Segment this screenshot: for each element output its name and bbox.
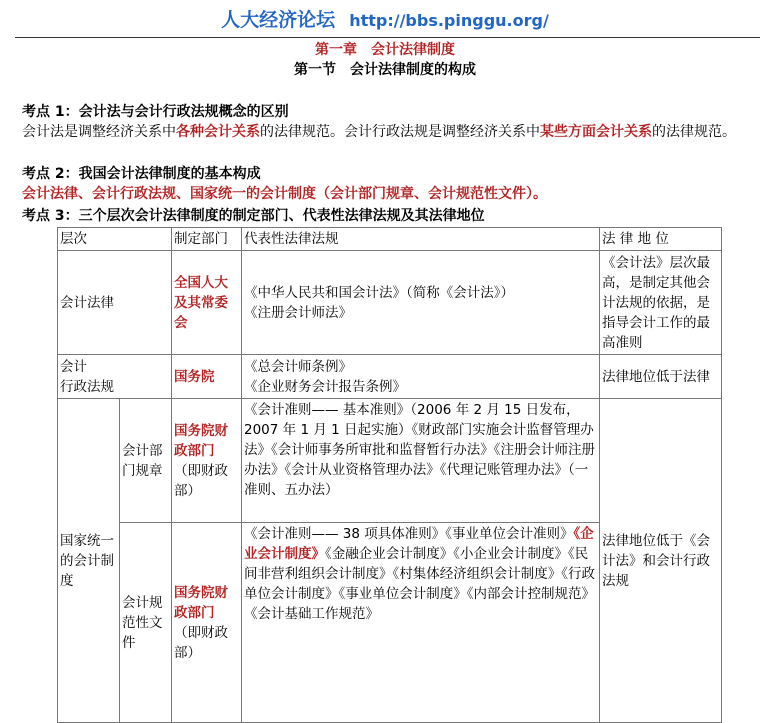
point1 — [22, 102, 762, 142]
point2-body: 会计法律、会计行政法规、国家统一的会计制度（会计部门规章、会计规范性文件）。 — [22, 186, 547, 202]
point2-title: 考点 2：我国会计法律制度的基本构成 — [22, 166, 261, 182]
row2-dept: 国务院 — [172, 355, 242, 399]
header-dept: 制定部门 — [172, 228, 242, 251]
law-table — [57, 227, 722, 723]
section-title: 第一节 会计法律制度的构成 — [294, 62, 476, 78]
point3-title: 考点 3：三个层次会计法律制度的制定部门、代表性法律法规及其法律地位 — [22, 208, 485, 224]
point2 — [22, 164, 762, 204]
row1-dept: 全国人大及其常委会 — [172, 251, 242, 355]
header-laws: 代表性法律法规 — [242, 228, 600, 251]
site-name: 人大经济论坛 — [221, 9, 336, 31]
page-header — [0, 0, 770, 38]
row3-laws: 《会计准则—— 基本准则》（2006 年 2 月 15 日发布，2007 年 1 月 1 日起实施）《财政部门实施会计监督管理办法》《会计师事务所审批和监督暂行办法》《注册会计师注册办法》《会计从业资格管理办法》《代理记账管理办法》（一准则、五办法） — [242, 399, 600, 523]
row1-status: 《会计法》层次最高，是制定其他会计法规的依据，是指导会计工作的最高准则 — [600, 251, 722, 355]
row4-dept: 国务院财政部门（即财政部） — [172, 523, 242, 723]
point1-title: 考点 1：会计法与会计行政法规概念的区别 — [22, 104, 289, 120]
row1-laws: 《中华人民共和国会计法》（简称《会计法》） 《注册会计师法》 — [242, 251, 600, 355]
point3 — [22, 206, 762, 226]
row3-status: 法律地位低于《会计法》和会计行政法规 — [600, 399, 722, 723]
header-level: 层次 — [58, 228, 172, 251]
row2-laws: 《总会计师条例》 《企业财务会计报告条例》 — [242, 355, 600, 399]
header-status: 法 律 地 位 — [600, 228, 722, 251]
row4-laws: 《会计准则—— 38 项具体准则》《事业单位会计准则》《企业会计制度》《金融企业会计制度》《小企业会计制度》《民间非营利组织会计制度》《村集体经济组织会计制度》《行政单位会计制度》《事业单位会计制度》《内部会计控制规范》《会计基础工作规范》 — [242, 523, 600, 723]
row2-level: 会计 行政法规 — [58, 355, 172, 399]
table-header-row — [58, 228, 722, 251]
row4-sub: 会计规范性文件 — [120, 523, 172, 723]
point1-body: 会计法是调整经济关系中各种会计关系的法律规范。会计行政法规是调整经济关系中某些方面会计关系的法律规范。 — [22, 124, 736, 140]
chapter-title: 第一章 会计法律制度 — [315, 42, 455, 58]
site-url[interactable]: http://bbs.pinggu.org/ — [349, 11, 549, 30]
row3-dept: 国务院财政部门（即财政部） — [172, 399, 242, 523]
row3-sub: 会计部门规章 — [120, 399, 172, 523]
row3-level: 国家统一的会计制度 — [58, 399, 120, 723]
row1-level: 会计法律 — [58, 251, 172, 355]
table-row — [58, 251, 722, 355]
row2-status: 法律地位低于法律 — [600, 355, 722, 399]
header-divider — [15, 37, 760, 38]
table-row — [58, 399, 722, 523]
table-row — [58, 355, 722, 399]
